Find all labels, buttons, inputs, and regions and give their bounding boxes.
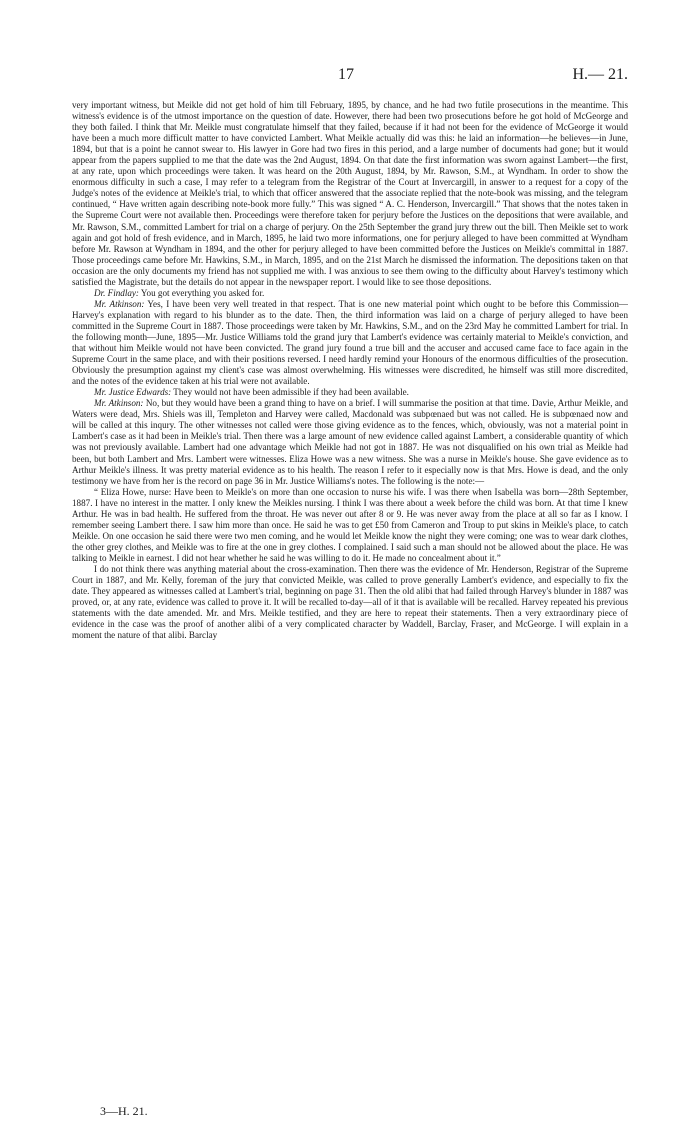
- quoted-evidence: “ Eliza Howe, nurse: Have been to Meikle's on more than one occasion to nurse his wife. I was there when Isabella was born—28th September, 1887. I have no interest in the matter. I only knew the Meikles nursing. I think I was there about a week before the child was born. At that time I knew Arthur. He was in bad health. He suffered from the throat. He was never out after 8 or 9. He was never away from the place at all so far as I know. I remember seeing Lambert there. I saw him more than once. He said he was to get £50 from Cameron and Troup to put skins in Meikle's place, to catch Meikle. On one occasion he said there were two men coming, and he would let Meikle know the night they were coming; one was to wear dark clothes, the other grey clothes, and Meikle was to fire at the one in grey clothes. I complained. I said such a man should not be allowed about the place. He was talking to Meikle in earnest. I did not hear whether he said he was willing to do it. He made no concealment about it.”: [72, 486, 628, 563]
- paragraph: Mr. Atkinson: Yes, I have been very well treated in that respect. That is one new material point which ought to be before this Commission—Harvey's explanation with regard to his blunder as to the date. Then, the third information was laid on a charge of perjury alleged to have been committed in the Supreme Court in 1887. Those proceedings were taken by Mr. Hawkins, S.M., and on the 23rd May he committed Lambert for trial. In the following month—June, 1895—Mr. Justice Williams told the grand jury that Lambert's evidence was certainly material to Meikle's conviction, and that without him Meikle would not have been convicted. The grand jury found a true bill and the accuser and accused came face to face again in the Supreme Court in the same place, and with their positions reversed. I need hardly remind your Honours of the enormous difficulties of the prosecution. Obviously the presumption against my client's case was almost overwhelming. His witnesses were discredited, he himself was still more discredited, and the notes of the evidence taken at his trial were not available.: [72, 298, 628, 387]
- paragraph: Mr. Atkinson: No, but they would have been a grand thing to have on a brief. I will summarise the position at that time. Davie, Arthur Meikle, and Waters were dead, Mrs. Shiels was ill, Templeton and Harvey were called, Macdonald was subpœnaed but was not called. He is subpœnaed now and will be called at this inqury. The other witnesses not called were those giving evidence as to the fences, which, obviously, was not a material point in Lambert's case as it had been in Meikle's trial. Then there was a large amount of new evidence called against Lambert, a considerable quantity of which was not previously available. Lambert had one advantage which Meikle had not got in 1887. He was not disqualified on his own trial as Meikle had been, but both Lambert and Mrs. Lambert were witnesses. Eliza Howe was a new witness. She was a nurse in Meikle's house. She gave evidence as to Arthur Meikle's illness. It was pretty material evidence as to his health. The reason I refer to it especially now is that Mrs. Howe is dead, and the only testimony we have from her is the record on page 36 in Mr. Justice Williams's notes. The following is the note:—: [72, 398, 628, 486]
- speaker-name: Mr. Justice Edwards:: [94, 387, 172, 398]
- speaker-name: Mr. Atkinson:: [94, 398, 144, 409]
- page-number: 17: [338, 66, 354, 83]
- paragraph: Dr. Findlay: You got everything you asked for.: [94, 287, 265, 298]
- signature-mark: 3—H. 21.: [100, 1104, 148, 1118]
- paragraph: I do not think there was anything material about the cross-examination. Then there was the evidence of Mr. Henderson, Registrar of the Supreme Court in 1887, and Mr. Kelly, foreman of the jury that convicted Meikle, was called to prove generally Lambert's evidence, and especially to fix the date. They appeared as witnesses called at Lambert's trial, beginning on page 31. Then the old alibi that had failed through Harvey's blunder in 1887 was proved, or, at any rate, evidence was called to prove it. It will be recalled to-day—all of it that is available will be recalled. Harvey repeated his previous statements with the date amended. Mr. and Mrs. Meikle testified, and they are here to repeat their statements. Then a very extraordinary piece of evidence in the case was the proof of another alibi of a very complicated character by Waddell, Barclay, Fraser, and McGeorge. I will explain in a moment the nature of that alibi. Barclay: [72, 563, 628, 641]
- paragraph: very important witness, but Meikle did not get hold of him till February, 1895, by chance, and he had two futile prosecutions in the meantime. This witness's evidence is of the utmost importance on the question of date. However, there had been two prosecutions before he got hold of McGeorge and they both failed. I think that Mr. Meikle must congratulate himself that they failed, because if it had not been for the evidence of McGeorge it would have been a much more difficult matter to have convicted Lambert. What Meikle actually did was this: he laid an information—he believes—in June, 1894, but that is a point he cannot swear to. His lawyer in Gore had two fires in this period, and a large number of documents had gone; but it would appear from the papers supplied to me that the date was the 2nd August, 1894. On that date the first information was sworn against Lambert—the first, at any rate, upon which proceedings were taken. It was heard on the 20th August, 1894, by Mr. Rawson, S.M., at Wyndham. In order to show the enormous difficulty in such a case, I may refer to a telegram from the Registrar of the Court at Invercargill, in answer to a request for a copy of the Judge's notes of the evidence at Meikle's trial, to which that officer answered that the associate replied that the note-book was missing, and the telegram continued, “ Have written again describing note-book more fully.” This was signed “ A. C. Henderson, Invercargill.” That shows that the notes taken in the Supreme Court were not available then. Proceedings were therefore taken for perjury before the Justices on the depositions that were available, and Mr. Rawson, S.M., committed Lambert for trial on a charge of perjury. On the 25th September the grand jury threw out the bill. Then Meikle set to work again and got hold of fresh evidence, and in March, 1895, he laid two more informations, one for perjury alleged to have been committed at Wyndham before Mr. Rawson at Wyndham in 1894, and the other for perjury alleged to have been committed before the Justices on Meikle's committal in 1887. Those proceedings came before Mr. Hawkins, S.M., in March, 1895, and on the 21st March he dismissed the information. The depositions taken on that occasion are the only documents my friend has not supplied me with. I was anxious to see them owing to the difficulty about Harvey's testimony which satisfied the Magistrate, but the details do not appear in the newspaper report. I would like to see those depositions.: [72, 100, 628, 287]
- paragraph: Mr. Justice Edwards: They would not have been admissible if they had been available.: [94, 387, 409, 398]
- speaker-name: Mr. Atkinson:: [94, 298, 145, 309]
- document-reference: H.— 21.: [572, 66, 628, 83]
- document-body: [72, 100, 628, 1060]
- page-header: [72, 66, 628, 90]
- speaker-name: Dr. Findlay:: [94, 287, 139, 298]
